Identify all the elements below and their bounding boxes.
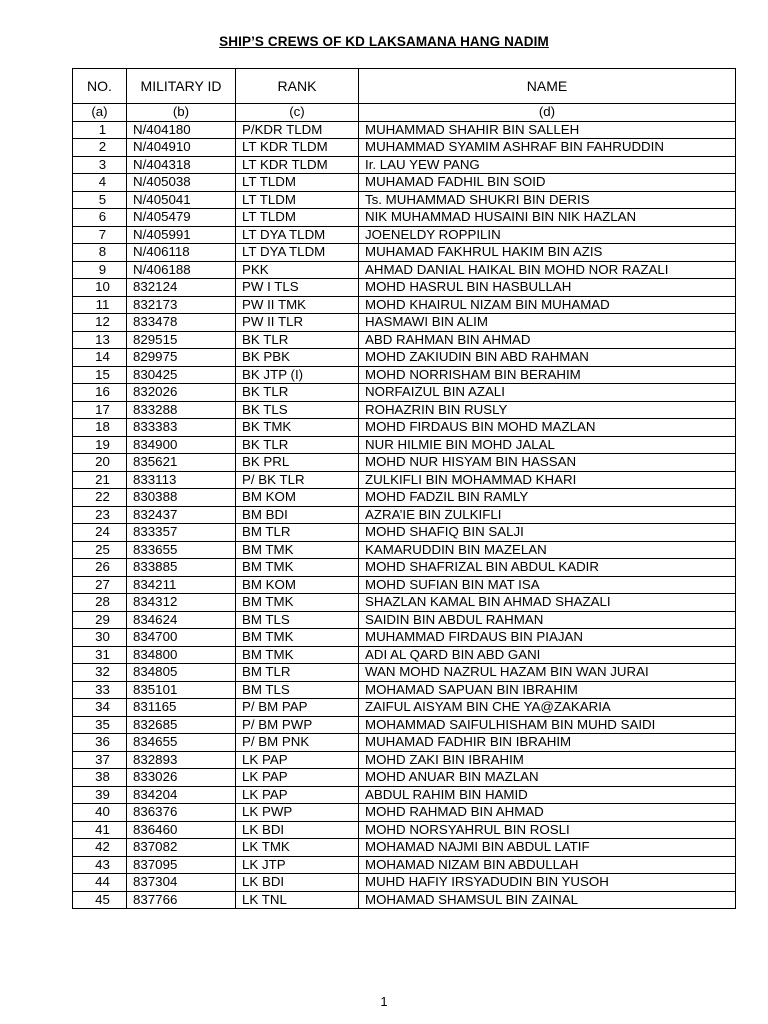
table-row <box>73 506 736 524</box>
table-row <box>73 804 736 822</box>
military-id-cell: 834312 <box>127 594 236 612</box>
table-row <box>73 156 736 174</box>
rank-cell: LT TLDM <box>236 191 359 209</box>
row-number: 26 <box>73 559 127 577</box>
row-number: 44 <box>73 874 127 892</box>
rank-cell: BK TLS <box>236 401 359 419</box>
row-number: 32 <box>73 664 127 682</box>
name-cell: AZRA’IE BIN ZULKIFLI <box>359 506 736 524</box>
row-number: 39 <box>73 786 127 804</box>
table-row <box>73 611 736 629</box>
rank-cell: LT TLDM <box>236 209 359 227</box>
page-number: 1 <box>380 994 388 1009</box>
rank-cell: LT DYA TLDM <box>236 226 359 244</box>
name-cell: MOHD ZAKIUDIN BIN ABD RAHMAN <box>359 349 736 367</box>
military-id-cell: 833026 <box>127 769 236 787</box>
page-title: SHIP’S CREWS OF KD LAKSAMANA HANG NADIM <box>219 34 549 49</box>
name-cell: SAIDIN BIN ABDUL RAHMAN <box>359 611 736 629</box>
military-id-cell: 837082 <box>127 839 236 857</box>
rank-cell: BM BDI <box>236 506 359 524</box>
table-row <box>73 366 736 384</box>
name-cell: MUHAMAD FADHIL BIN SOID <box>359 174 736 192</box>
name-cell: Ir. LAU YEW PANG <box>359 156 736 174</box>
table-row <box>73 384 736 402</box>
row-number: 29 <box>73 611 127 629</box>
rank-cell: BK JTP (I) <box>236 366 359 384</box>
row-number: 25 <box>73 541 127 559</box>
table-row <box>73 139 736 157</box>
name-cell: NIK MUHAMMAD HUSAINI BIN NIK HAZLAN <box>359 209 736 227</box>
table-row <box>73 874 736 892</box>
table-row <box>73 174 736 192</box>
name-cell: MUHD HAFIY IRSYADUDIN BIN YUSOH <box>359 874 736 892</box>
military-id-cell: 832685 <box>127 716 236 734</box>
column-header-military-id: MILITARY ID <box>127 69 236 104</box>
table-row <box>73 646 736 664</box>
rank-cell: BM TLR <box>236 664 359 682</box>
row-number: 43 <box>73 856 127 874</box>
table-row <box>73 331 736 349</box>
row-number: 38 <box>73 769 127 787</box>
name-cell: MUHAMAD FADHIR BIN IBRAHIM <box>359 734 736 752</box>
military-id-cell: 830388 <box>127 489 236 507</box>
rank-cell: LT TLDM <box>236 174 359 192</box>
table-row <box>73 576 736 594</box>
column-header-no: NO. <box>73 69 127 104</box>
column-letter-name: (d) <box>359 104 736 122</box>
name-cell: MOHAMAD NAJMI BIN ABDUL LATIF <box>359 839 736 857</box>
name-cell: MUHAMMAD FIRDAUS BIN PIAJAN <box>359 629 736 647</box>
rank-cell: BK TMK <box>236 419 359 437</box>
rank-cell: P/KDR TLDM <box>236 121 359 139</box>
row-number: 33 <box>73 681 127 699</box>
column-letter-military-id: (b) <box>127 104 236 122</box>
row-number: 4 <box>73 174 127 192</box>
name-cell: MUHAMMAD SYAMIM ASHRAF BIN FAHRUDDIN <box>359 139 736 157</box>
table-row <box>73 856 736 874</box>
table-row <box>73 821 736 839</box>
row-number: 37 <box>73 751 127 769</box>
name-cell: MOHD FIRDAUS BIN MOHD MAZLAN <box>359 419 736 437</box>
table-row <box>73 261 736 279</box>
rank-cell: P/ BM PWP <box>236 716 359 734</box>
row-number: 19 <box>73 436 127 454</box>
rank-cell: LK BDI <box>236 821 359 839</box>
row-number: 40 <box>73 804 127 822</box>
military-id-cell: 832026 <box>127 384 236 402</box>
name-cell: MUHAMMAD SHAHIR BIN SALLEH <box>359 121 736 139</box>
row-number: 31 <box>73 646 127 664</box>
table-row <box>73 541 736 559</box>
rank-cell: LT KDR TLDM <box>236 139 359 157</box>
military-id-cell: 837766 <box>127 891 236 909</box>
row-number: 45 <box>73 891 127 909</box>
rank-cell: BM TMK <box>236 559 359 577</box>
table-row <box>73 209 736 227</box>
military-id-cell: N/405479 <box>127 209 236 227</box>
row-number: 1 <box>73 121 127 139</box>
row-number: 5 <box>73 191 127 209</box>
table-row <box>73 314 736 332</box>
military-id-cell: N/405991 <box>127 226 236 244</box>
military-id-cell: N/406118 <box>127 244 236 262</box>
column-letter-rank: (c) <box>236 104 359 122</box>
rank-cell: BM TMK <box>236 594 359 612</box>
table-row <box>73 629 736 647</box>
military-id-cell: 830425 <box>127 366 236 384</box>
name-cell: JOENELDY ROPPILIN <box>359 226 736 244</box>
rank-cell: LK PWP <box>236 804 359 822</box>
military-id-cell: 837095 <box>127 856 236 874</box>
row-number: 20 <box>73 454 127 472</box>
name-cell: MOHD ZAKI BIN IBRAHIM <box>359 751 736 769</box>
row-number: 30 <box>73 629 127 647</box>
name-cell: MOHAMMAD SAIFULHISHAM BIN MUHD SAIDI <box>359 716 736 734</box>
military-id-cell: 832173 <box>127 296 236 314</box>
military-id-cell: 834900 <box>127 436 236 454</box>
row-number: 24 <box>73 524 127 542</box>
table-row <box>73 699 736 717</box>
rank-cell: BK TLR <box>236 331 359 349</box>
table-row <box>73 244 736 262</box>
name-cell: MOHD SUFIAN BIN MAT ISA <box>359 576 736 594</box>
military-id-cell: 834700 <box>127 629 236 647</box>
row-number: 2 <box>73 139 127 157</box>
name-cell: ZULKIFLI BIN MOHAMMAD KHARI <box>359 471 736 489</box>
military-id-cell: 835101 <box>127 681 236 699</box>
rank-cell: BM TMK <box>236 541 359 559</box>
rank-cell: PW II TLR <box>236 314 359 332</box>
military-id-cell: 834211 <box>127 576 236 594</box>
rank-cell: P/ BM PAP <box>236 699 359 717</box>
name-cell: MOHD NUR HISYAM BIN HASSAN <box>359 454 736 472</box>
row-number: 6 <box>73 209 127 227</box>
table-row <box>73 401 736 419</box>
name-cell: MOHD SHAFIQ BIN SALJI <box>359 524 736 542</box>
row-number: 15 <box>73 366 127 384</box>
military-id-cell: N/404910 <box>127 139 236 157</box>
rank-cell: LT KDR TLDM <box>236 156 359 174</box>
military-id-cell: N/406188 <box>127 261 236 279</box>
row-number: 27 <box>73 576 127 594</box>
row-number: 42 <box>73 839 127 857</box>
name-cell: SHAZLAN KAMAL BIN AHMAD SHAZALI <box>359 594 736 612</box>
military-id-cell: 832124 <box>127 279 236 297</box>
row-number: 9 <box>73 261 127 279</box>
military-id-cell: N/405038 <box>127 174 236 192</box>
table-row <box>73 734 736 752</box>
row-number: 8 <box>73 244 127 262</box>
name-cell: MOHD SHAFRIZAL BIN ABDUL KADIR <box>359 559 736 577</box>
military-id-cell: N/405041 <box>127 191 236 209</box>
name-cell: ABD RAHMAN BIN AHMAD <box>359 331 736 349</box>
name-cell: HASMAWI BIN ALIM <box>359 314 736 332</box>
column-header-rank: RANK <box>236 69 359 104</box>
row-number: 11 <box>73 296 127 314</box>
table-row <box>73 349 736 367</box>
name-cell: NORFAIZUL BIN AZALI <box>359 384 736 402</box>
row-number: 21 <box>73 471 127 489</box>
rank-cell: BM TLS <box>236 611 359 629</box>
column-header-name: NAME <box>359 69 736 104</box>
row-number: 3 <box>73 156 127 174</box>
rank-cell: LK TNL <box>236 891 359 909</box>
rank-cell: BM KOM <box>236 489 359 507</box>
crew-table-body <box>73 121 736 909</box>
row-number: 16 <box>73 384 127 402</box>
row-number: 12 <box>73 314 127 332</box>
rank-cell: LK PAP <box>236 769 359 787</box>
crew-table <box>72 68 736 909</box>
row-number: 34 <box>73 699 127 717</box>
row-number: 14 <box>73 349 127 367</box>
table-header-row <box>73 69 736 104</box>
military-id-cell: 837304 <box>127 874 236 892</box>
column-letter-row <box>73 104 736 122</box>
name-cell: MOHD RAHMAD BIN AHMAD <box>359 804 736 822</box>
table-row <box>73 436 736 454</box>
military-id-cell: 831165 <box>127 699 236 717</box>
name-cell: MOHD FADZIL BIN RAMLY <box>359 489 736 507</box>
military-id-cell: 829515 <box>127 331 236 349</box>
rank-cell: LK JTP <box>236 856 359 874</box>
row-number: 13 <box>73 331 127 349</box>
table-row <box>73 471 736 489</box>
row-number: 41 <box>73 821 127 839</box>
rank-cell: BK PRL <box>236 454 359 472</box>
table-row <box>73 664 736 682</box>
name-cell: Ts. MUHAMMAD SHUKRI BIN DERIS <box>359 191 736 209</box>
military-id-cell: 834655 <box>127 734 236 752</box>
rank-cell: BK TLR <box>236 436 359 454</box>
row-number: 36 <box>73 734 127 752</box>
row-number: 10 <box>73 279 127 297</box>
military-id-cell: 832437 <box>127 506 236 524</box>
name-cell: ROHAZRIN BIN RUSLY <box>359 401 736 419</box>
name-cell: WAN MOHD NAZRUL HAZAM BIN WAN JURAI <box>359 664 736 682</box>
rank-cell: P/ BK TLR <box>236 471 359 489</box>
rank-cell: LK BDI <box>236 874 359 892</box>
name-cell: ABDUL RAHIM BIN HAMID <box>359 786 736 804</box>
rank-cell: BM KOM <box>236 576 359 594</box>
rank-cell: LK PAP <box>236 786 359 804</box>
rank-cell: PW I TLS <box>236 279 359 297</box>
military-id-cell: 829975 <box>127 349 236 367</box>
rank-cell: PKK <box>236 261 359 279</box>
military-id-cell: 833357 <box>127 524 236 542</box>
table-row <box>73 559 736 577</box>
military-id-cell: N/404318 <box>127 156 236 174</box>
table-row <box>73 121 736 139</box>
military-id-cell: 832893 <box>127 751 236 769</box>
rank-cell: BM TLR <box>236 524 359 542</box>
military-id-cell: 833383 <box>127 419 236 437</box>
table-row <box>73 419 736 437</box>
table-row <box>73 751 736 769</box>
rank-cell: BM TLS <box>236 681 359 699</box>
military-id-cell: 833288 <box>127 401 236 419</box>
table-row <box>73 681 736 699</box>
row-number: 35 <box>73 716 127 734</box>
military-id-cell: 833478 <box>127 314 236 332</box>
rank-cell: LK TMK <box>236 839 359 857</box>
name-cell: ZAIFUL AISYAM BIN CHE YA@ZAKARIA <box>359 699 736 717</box>
table-row <box>73 839 736 857</box>
table-row <box>73 786 736 804</box>
name-cell: MUHAMAD FAKHRUL HAKIM BIN AZIS <box>359 244 736 262</box>
military-id-cell: 833113 <box>127 471 236 489</box>
rank-cell: PW II TMK <box>236 296 359 314</box>
table-row <box>73 769 736 787</box>
row-number: 18 <box>73 419 127 437</box>
military-id-cell: 834800 <box>127 646 236 664</box>
table-row <box>73 279 736 297</box>
rank-cell: LK PAP <box>236 751 359 769</box>
military-id-cell: 834204 <box>127 786 236 804</box>
row-number: 23 <box>73 506 127 524</box>
name-cell: MOHD NORSYAHRUL BIN ROSLI <box>359 821 736 839</box>
name-cell: MOHAMAD SAPUAN BIN IBRAHIM <box>359 681 736 699</box>
name-cell: NUR HILMIE BIN MOHD JALAL <box>359 436 736 454</box>
table-row <box>73 716 736 734</box>
table-row <box>73 594 736 612</box>
table-row <box>73 296 736 314</box>
table-row <box>73 524 736 542</box>
table-row <box>73 191 736 209</box>
name-cell: MOHD ANUAR BIN MAZLAN <box>359 769 736 787</box>
military-id-cell: 836460 <box>127 821 236 839</box>
row-number: 17 <box>73 401 127 419</box>
rank-cell: BM TMK <box>236 646 359 664</box>
rank-cell: P/ BM PNK <box>236 734 359 752</box>
military-id-cell: 836376 <box>127 804 236 822</box>
name-cell: KAMARUDDIN BIN MAZELAN <box>359 541 736 559</box>
name-cell: MOHD NORRISHAM BIN BERAHIM <box>359 366 736 384</box>
row-number: 22 <box>73 489 127 507</box>
rank-cell: BM TMK <box>236 629 359 647</box>
table-row <box>73 489 736 507</box>
military-id-cell: N/404180 <box>127 121 236 139</box>
name-cell: AHMAD DANIAL HAIKAL BIN MOHD NOR RAZALI <box>359 261 736 279</box>
table-row <box>73 226 736 244</box>
military-id-cell: 834805 <box>127 664 236 682</box>
rank-cell: LT DYA TLDM <box>236 244 359 262</box>
rank-cell: BK TLR <box>236 384 359 402</box>
military-id-cell: 833885 <box>127 559 236 577</box>
row-number: 7 <box>73 226 127 244</box>
rank-cell: BK PBK <box>236 349 359 367</box>
military-id-cell: 833655 <box>127 541 236 559</box>
row-number: 28 <box>73 594 127 612</box>
name-cell: MOHAMAD SHAMSUL BIN ZAINAL <box>359 891 736 909</box>
name-cell: MOHD HASRUL BIN HASBULLAH <box>359 279 736 297</box>
table-row <box>73 454 736 472</box>
name-cell: MOHAMAD NIZAM BIN ABDULLAH <box>359 856 736 874</box>
column-letter-no: (a) <box>73 104 127 122</box>
table-row <box>73 891 736 909</box>
military-id-cell: 834624 <box>127 611 236 629</box>
name-cell: MOHD KHAIRUL NIZAM BIN MUHAMAD <box>359 296 736 314</box>
military-id-cell: 835621 <box>127 454 236 472</box>
name-cell: ADI AL QARD BIN ABD GANI <box>359 646 736 664</box>
